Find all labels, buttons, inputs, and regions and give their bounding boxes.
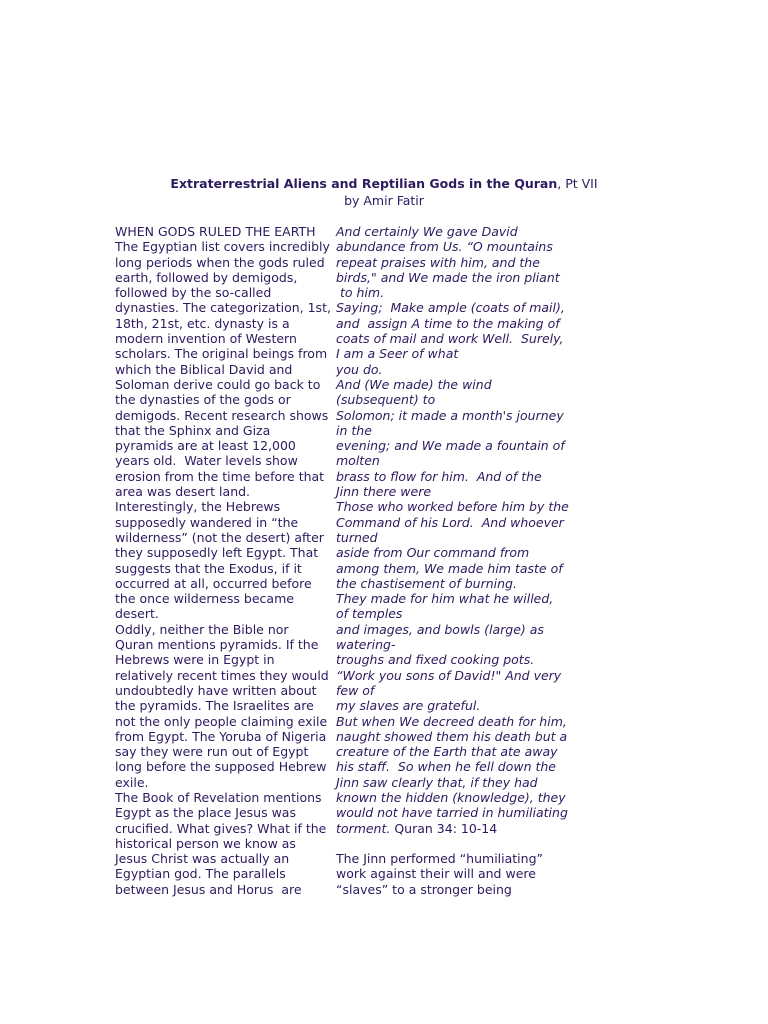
right-column-line: and images, and bowls (large) as: [336, 621, 544, 637]
right-column-line: brass to flow for him. And of the: [336, 468, 542, 484]
left-column-line: Quran mentions pyramids. If the: [115, 637, 319, 653]
right-column: [336, 224, 572, 897]
left-column-line: relatively recent times they would: [115, 667, 329, 683]
title-block: [0, 175, 768, 209]
left-column-line: not the only people claiming exile: [115, 713, 328, 729]
left-column-line: Interestingly, the Hebrews: [115, 499, 281, 515]
right-column-line: [336, 836, 572, 851]
right-column-line: evening; and We made a fountain of: [336, 438, 565, 454]
right-column-line: of temples: [336, 606, 403, 622]
left-column-line: erosion from the time before that: [115, 468, 325, 484]
right-column-line: coats of mail and work Well. Surely,: [336, 331, 564, 347]
left-column-line: suggests that the Exodus, if it: [115, 560, 302, 576]
left-column-line: Soloman derive could go back to: [115, 376, 321, 392]
right-column-line: torment. Quran 34: 10-14: [336, 820, 498, 836]
document-title: Extraterrestrial Aliens and Reptilian Gods in the Quran: [170, 176, 558, 191]
right-column-line: my slaves are grateful.: [336, 698, 481, 714]
left-column-line: demigods. Recent research shows: [115, 407, 329, 423]
right-column-line: “slaves” to a stronger being: [336, 881, 512, 897]
right-column-line: And (We made) the wind: [336, 376, 492, 392]
right-column-line: But when We decreed death for him,: [336, 713, 567, 729]
left-column-line: supposedly wandered in “the: [115, 514, 299, 530]
right-column-line: you do.: [336, 361, 383, 377]
right-column-line: repeat praises with him, and the: [336, 254, 540, 270]
left-column-line: between Jesus and Horus are: [115, 881, 302, 897]
left-column-line: Jesus Christ was actually an: [115, 851, 290, 867]
right-column-line: troughs and fixed cooking pots.: [336, 652, 535, 668]
right-column-line: “Work you sons of David!" And very: [336, 667, 562, 683]
left-column-line: say they were run out of Egypt: [115, 744, 309, 760]
right-column-line: Those who worked before him by the: [336, 499, 569, 515]
left-column-line: exile.: [115, 774, 149, 790]
quran-citation: Quran 34: 10-14: [390, 820, 498, 836]
right-column-line: creature of the Earth that ate away: [336, 744, 558, 760]
left-column-line: earth, followed by demigods,: [115, 269, 298, 285]
right-column-line: would not have tarried in humiliating: [336, 805, 568, 821]
left-column-line: 18th, 21st, etc. dynasty is a: [115, 315, 290, 331]
right-column-line: turned: [336, 529, 378, 545]
left-column-line: they supposedly left Egypt. That: [115, 545, 319, 561]
right-column-line: birds," and We made the iron pliant: [336, 269, 560, 285]
left-column-line: modern invention of Western: [115, 331, 297, 347]
left-column-line: scholars. The original beings from: [115, 346, 328, 362]
left-column-line: historical person we know as: [115, 835, 296, 851]
left-column-line: years old. Water levels show: [115, 453, 298, 469]
left-column-line: The Egyptian list covers incredibly: [115, 239, 330, 255]
left-column-line: followed by the so-called: [115, 285, 272, 301]
right-column-line: his staff. So when he fell down the: [336, 759, 556, 775]
right-column-line: molten: [336, 453, 380, 469]
right-column-line: the chastisement of burning.: [336, 575, 517, 591]
right-column-line: They made for him what he willed,: [336, 591, 554, 607]
left-column-line: long periods when the gods ruled: [115, 254, 325, 270]
title-line: [0, 175, 768, 192]
left-column-line: Egypt as the place Jesus was: [115, 805, 296, 821]
right-column-line: few of: [336, 682, 375, 698]
left-column-line: Egyptian god. The parallels: [115, 866, 286, 882]
left-column-line: the pyramids. The Israelites are: [115, 698, 314, 714]
right-column-line: among them, We made him taste of: [336, 560, 563, 576]
right-column-line: Solomon; it made a month's journey: [336, 407, 564, 423]
left-column-line: desert.: [115, 606, 159, 622]
left-column-line: the dynasties of the gods or: [115, 392, 291, 408]
right-column-line: Saying; Make ample (coats of mail),: [336, 300, 565, 316]
left-column-line: that the Sphinx and Giza: [115, 422, 271, 438]
right-column-line: aside from Our command from: [336, 545, 530, 561]
right-column-line: and assign A time to the making of: [336, 315, 560, 331]
right-column-line: I am a Seer of what: [336, 346, 459, 362]
left-column: [115, 224, 337, 897]
left-column-line: WHEN GODS RULED THE EARTH: [115, 224, 316, 239]
right-column-line: (subsequent) to: [336, 392, 436, 408]
left-column-line: The Book of Revelation mentions: [115, 789, 322, 805]
left-column-line: long before the supposed Hebrew: [115, 759, 327, 775]
right-column-line: And certainly We gave David: [336, 224, 518, 239]
left-column-line: undoubtedly have written about: [115, 682, 317, 698]
left-column-line: occurred at all, occurred before: [115, 575, 312, 591]
right-column-line: to him.: [336, 285, 385, 301]
left-column-line: which the Biblical David and: [115, 361, 293, 377]
left-column-line: crucified. What gives? What if the: [115, 820, 327, 836]
left-column-line: dynasties. The categorization, 1st,: [115, 300, 331, 316]
left-column-line: Oddly, neither the Bible nor: [115, 621, 289, 637]
right-column-line: in the: [336, 422, 372, 438]
right-column-line: Command of his Lord. And whoever: [336, 514, 564, 530]
right-column-line: The Jinn performed “humiliating”: [336, 851, 543, 867]
right-column-line: Jinn there were: [336, 484, 432, 500]
right-column-line: naught showed them his death but a: [336, 728, 568, 744]
left-column-line: area was desert land.: [115, 484, 251, 500]
left-column-line: pyramids are at least 12,000: [115, 438, 296, 454]
left-column-line: wilderness” (not the desert) after: [115, 529, 324, 545]
title-part: , Pt VII: [557, 176, 598, 191]
byline: by Amir Fatir: [344, 193, 424, 208]
right-column-line: Jinn saw clearly that, if they had: [336, 774, 538, 790]
left-column-line: Hebrews were in Egypt in: [115, 652, 275, 668]
right-column-line: work against their will and were: [336, 866, 536, 882]
left-column-line: from Egypt. The Yoruba of Nigeria: [115, 728, 327, 744]
right-column-line: known the hidden (knowledge), they: [336, 789, 566, 805]
right-column-line: abundance from Us. “O mountains: [336, 239, 553, 255]
right-column-line: watering-: [336, 637, 396, 653]
left-column-line: the once wilderness became: [115, 591, 294, 607]
